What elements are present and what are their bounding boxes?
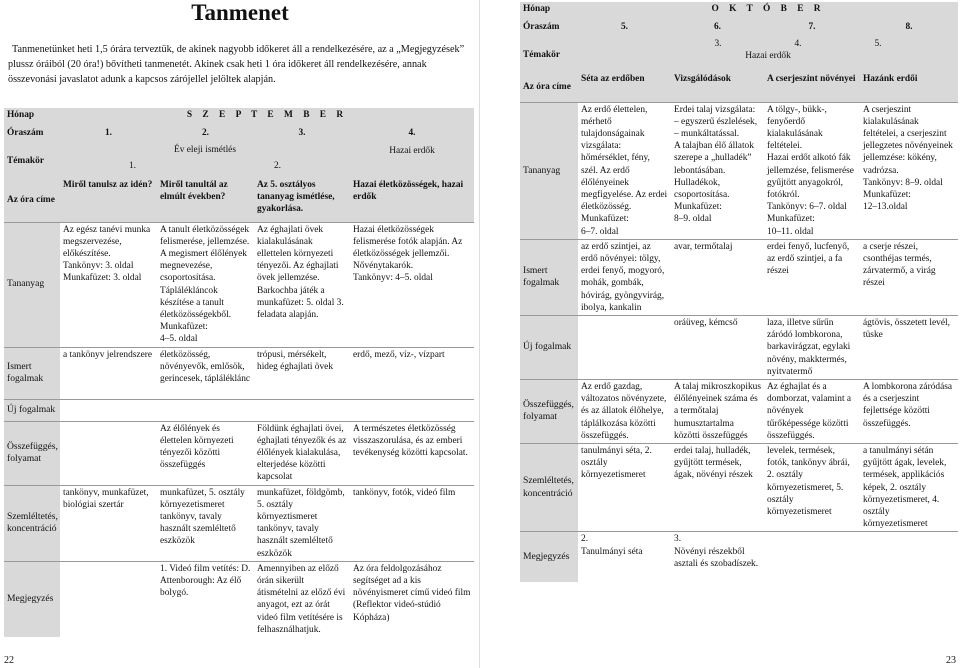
table-cell: 3. Növényi részekből asztali és szobadíszek.	[671, 532, 764, 582]
table-cell	[60, 421, 157, 485]
topic-sub-number: 4.	[794, 39, 802, 49]
table-cell: A természetes életközösség visszaszorulása, és az emberi tevékenység közötti kapcsolat.	[350, 421, 474, 485]
table-cell: Az erdő élettelen, mérhető tulajdonságainak vizsgálata: hőmérséklet, fény, szél. Az erdő élőlényeinek megfigyelése. Az erdei életközösség. Munkafüzet: 6–7. oldal	[578, 102, 671, 239]
page-number: 22	[4, 655, 14, 666]
table-cell: Az egész tanévi munka megszervezése, előkészítése. Tankönyv: 3. oldal Munkafüzet: 3. oldal	[60, 222, 157, 347]
table-cell: trópusi, mérsékelt, hideg éghajlati övek	[254, 347, 350, 399]
table-cell: Erdei talaj vizsgálata: – egyszerű észlelések, – munkáltatással. A talajban élő állatok szerepe a „hulladék” lebontásában. Hulladékok, csoportosítása. Munkafüzet: 8–9. oldal	[671, 102, 764, 239]
table-cell	[254, 399, 350, 421]
row-label: Összefüggés, folyamat	[4, 421, 60, 485]
table-cell	[350, 399, 474, 421]
row-label: Megjegyzés	[520, 532, 578, 582]
table-cell	[860, 532, 958, 582]
hour-number: 1.	[60, 126, 157, 144]
row-label: Új fogalmak	[4, 399, 60, 421]
row-label: Ismert fogalmak	[4, 347, 60, 399]
table-cell	[578, 315, 671, 379]
row-label: Megjegyzés	[4, 561, 60, 637]
table-cell: a cserje részei, csonthéjas termés, zárvatermő, a virág részei	[860, 239, 958, 315]
lesson-title-label: Az óra címe	[4, 178, 60, 222]
table-cell: Az éghajlat és a domborzat, valamint a növények tűrőképessége közötti összefüggés.	[764, 379, 860, 443]
lesson-title-label: Az óra címe	[520, 72, 578, 102]
table-cell: A talaj mikroszkopikus élőlényeinek száma és a termőtalaj humusztartalma közötti összefüggés	[671, 379, 764, 443]
table-cell: Földünk éghajlati övei, éghajlati tényezők és az élőlények kialakulása, elterjedése közötti kapcsolat	[254, 421, 350, 485]
hour-number: 4.	[350, 126, 474, 144]
month-label: Hónap	[520, 2, 578, 20]
table-cell: Az óra feldolgozásához segítséget ad a kis növényismeret című videó film (Reflektor videó-stúdió Kópháza)	[350, 561, 474, 637]
table-cell: erdei fenyő, lucfenyő, az erdő szintjei, a fa részei	[764, 239, 860, 315]
table-cell: A tölgy-, bükk-, fenyőerdő kialakulásának feltételei. Hazai erdőt alkotó fák jellemzése, felismerése gyűjtött anyagokról, fotókról. Tankönyv: 6–7. oldal Munkafüzet: 10–11. oldal	[764, 102, 860, 239]
table-cell: Az élőlények és élettelen környezeti tényezői közötti összefüggés	[157, 421, 254, 485]
table-cell: tanulmányi séta, 2. osztály környezetismeret	[578, 443, 671, 531]
table-cell: erdei talaj, hulladék, gyűjtött termések, ágak, növényi részek	[671, 443, 764, 531]
topic-sub-number: 5.	[874, 39, 882, 49]
topic-forests: Hazai erdők	[745, 51, 791, 62]
lesson-title: Hazánk erdői	[860, 72, 958, 102]
hour-number: 5.	[578, 20, 671, 38]
october-table	[520, 2, 958, 582]
topic-review: Év eleji ismétlés	[174, 145, 236, 155]
lesson-title: Miről tanultál az elmúlt években?	[157, 178, 254, 222]
topic-forests: Hazai erdők	[350, 144, 474, 178]
topic-sub-number: 1.	[128, 161, 137, 171]
table-cell: Az éghajlati övek kialakulásának ellettelen környezeti tényezői. Az éghajlati övek jellemzése. Barkochba játék a munkafüzet: 5. oldal 3. feladata alapján.	[254, 222, 350, 347]
september-table	[4, 108, 474, 637]
table-cell	[157, 399, 254, 421]
table-cell: 2. Tanulmányi séta	[578, 532, 671, 582]
lesson-title: A cserjeszint növényei	[764, 72, 860, 102]
hours-label: Óraszám	[4, 126, 60, 144]
table-cell: Amennyiben az előző órán sikerült átismételni az előző évi anyagot, ezt az órát videó film vetítésére is felhasználhatjuk.	[254, 561, 350, 637]
topic-sub-number: 3.	[714, 39, 722, 49]
lesson-title: Vizsgálódások	[671, 72, 764, 102]
table-cell: a tankönyv jelrendszere	[60, 347, 157, 399]
hour-number: 6.	[671, 20, 764, 38]
table-cell: tankönyv, fotók, videó film	[350, 485, 474, 561]
lesson-title: Miről tanulsz az idén?	[60, 178, 157, 222]
page-title: Tanmenet	[191, 0, 289, 25]
right-page	[480, 0, 960, 668]
intro-paragraph: Tanmenetünket heti 1,5 órára terveztük, de akinek nagyobb időkeret áll a rendelkezésére, az a „Megjegyzések” plussz óráiból (20 óra!) bővítheti tanmenetét. Akinek csak heti 1 óra időkeret áll rendelkezésére, annak összevonási javaslatot adunk a kapcsos zárójellel jelöltek alapján.	[8, 44, 465, 85]
hour-number: 3.	[254, 126, 350, 144]
topic-review-cell	[60, 144, 350, 178]
table-cell: Az erdő gazdag, változatos növényzete, és az állatok élőhelye, táplálkozása közötti összefüggés.	[578, 379, 671, 443]
hour-number: 8.	[860, 20, 958, 38]
topic-sub-number: 2.	[273, 161, 282, 171]
table-cell: Hazai életközösségek felismerése fotók alapján. Az életközösségek jellemzői. Nővénytakarók. Tankönyv: 4–5. oldal	[350, 222, 474, 347]
table-cell: avar, termőtalaj	[671, 239, 764, 315]
table-cell: ágtövis, összetett levél, tüske	[860, 315, 958, 379]
lesson-title: Az 5. osztályos tananyag ismétlése, gyakorlása.	[254, 178, 350, 222]
topic-forests-cell	[578, 38, 958, 72]
row-label: Tananyag	[4, 222, 60, 347]
month-name: O K T Ó B E R	[578, 2, 958, 20]
table-cell: A lombkorona záródása és a cserjeszint fejlettsége közötti összefüggés.	[860, 379, 958, 443]
table-cell: munkafüzet, földgömb, 5. osztály környeztismeret tankönyv, tavaly használt szemléltető eszközök	[254, 485, 350, 561]
table-cell: az erdő szintjei, az erdő növényei: tölgy, erdei fenyő, mogyoró, mohák, gombák, hóvirág, gyöngyvirág, ibolya, kankalin	[578, 239, 671, 315]
table-cell	[60, 399, 157, 421]
row-label: Tananyag	[520, 102, 578, 239]
table-cell: 1. Videó film vetítés: D. Attenborough: Az élő bolygó.	[157, 561, 254, 637]
table-cell: életközösség, növényevők, emlősök, gerincesek, tápláléklánc	[157, 347, 254, 399]
month-label: Hónap	[4, 108, 60, 126]
hour-number: 2.	[157, 126, 254, 144]
hours-label: Óraszám	[520, 20, 578, 38]
hour-number: 7.	[764, 20, 860, 38]
table-cell	[764, 532, 860, 582]
month-name: S Z E P T E M B E R	[60, 108, 474, 126]
table-cell: oráüveg, kémcső	[671, 315, 764, 379]
row-label: Új fogalmak	[520, 315, 578, 379]
table-cell: A tanult életközösségek felismerése, jellemzése. A megismert élőlények megnevezése, csoportosítása. Táplálékláncok készítése a tanult életközösségekből. Munkafüzet: 4–5. oldal	[157, 222, 254, 347]
row-label: Szemléltetés, koncentráció	[4, 485, 60, 561]
row-label: Ismert fogalmak	[520, 239, 578, 315]
table-cell: laza, illetve sűrűn záródó lombkorona, barkavirágzat, egylaki növény, makktermés, nyitvatermő	[764, 315, 860, 379]
topic-label: Témakör	[4, 144, 60, 178]
table-cell: a tanulmányi sétán gyűjtött ágak, levelek, termések, applikációs képek, 2. osztály környezetismeret, 4. osztály környezetismeret	[860, 443, 958, 531]
page-number: 23	[946, 655, 956, 666]
table-cell: A cserjeszint kialakulásának feltételei, a cserjeszint jellegzetes növényeinek jellemzése: kökény, vadrózsa. Tankönyv: 8–9. oldal Munkafüzet: 12–13.oldal	[860, 102, 958, 239]
lesson-title: Hazai életközösségek, hazai erdők	[350, 178, 474, 222]
row-label: Szemléltetés, koncentráció	[520, 443, 578, 531]
row-label: Összefüggés, folyamat	[520, 379, 578, 443]
table-cell: levelek, termések, fotók, tankönyv ábrái, 2. osztály környezetismeret, 5. osztály környezetismeret	[764, 443, 860, 531]
lesson-title: Séta az erdőben	[578, 72, 671, 102]
table-cell: tankönyv, munkafüzet, biológiai szertár	[60, 485, 157, 561]
table-cell	[60, 561, 157, 637]
table-cell: munkafüzet, 5. osztály környezetismeret tankönyv, tavaly használt szemléltető eszközök	[157, 485, 254, 561]
table-cell: erdő, mező, víz-, vízpart	[350, 347, 474, 399]
topic-label: Témakör	[520, 38, 578, 72]
